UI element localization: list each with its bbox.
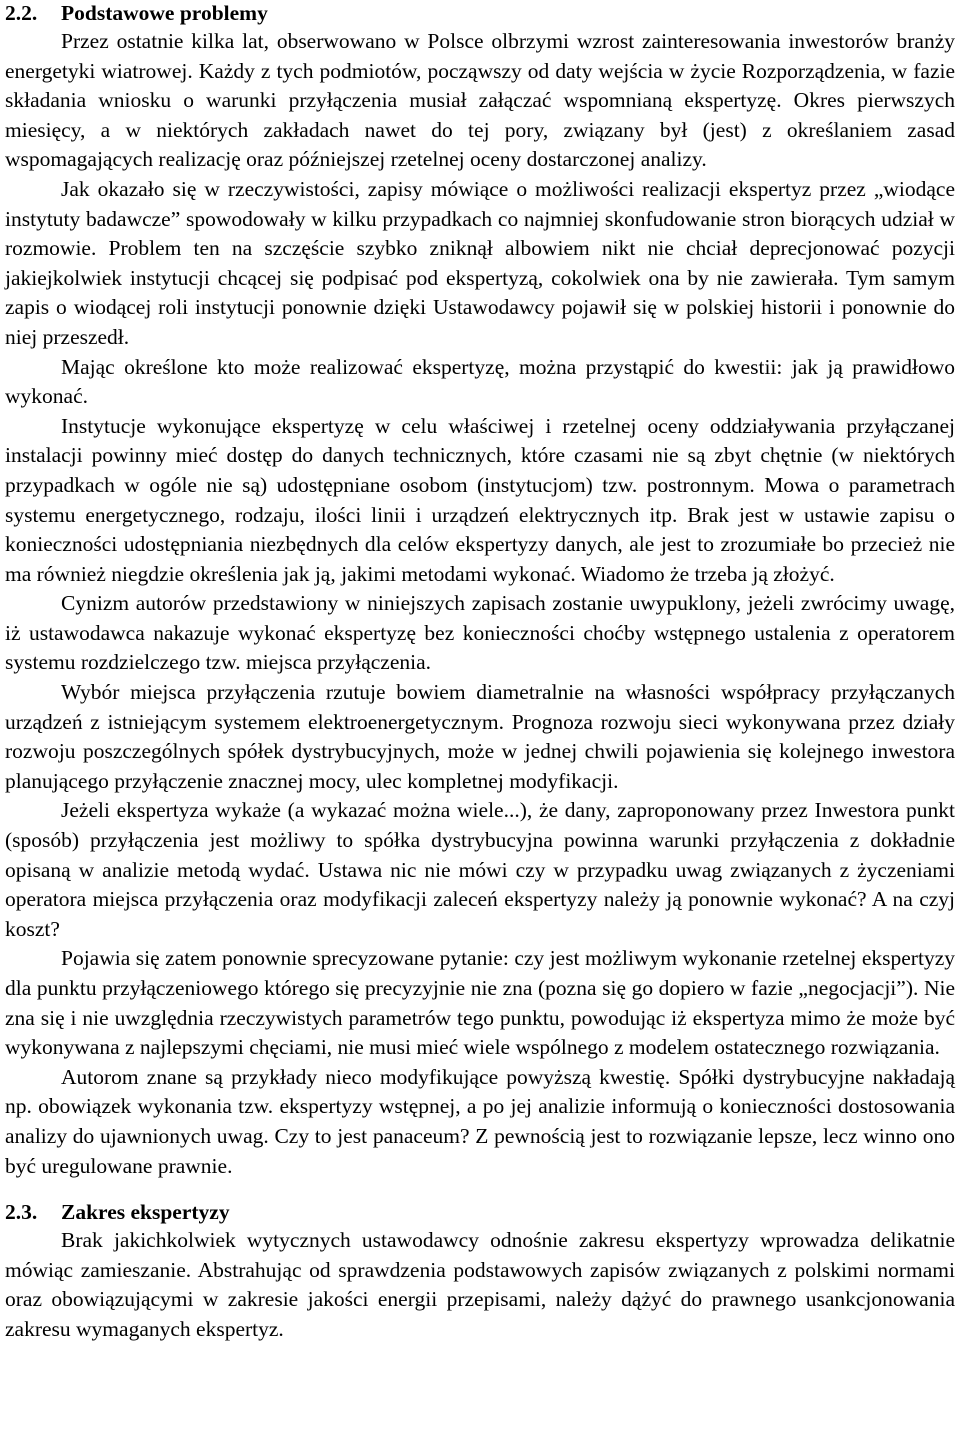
- document-page: [5, 0, 955, 1345]
- section-heading-2-3: [5, 1199, 955, 1226]
- paragraph: Mając określone kto może realizować ekspertyzę, można przystąpić do kwestii: jak ją prawidłowo wykonać.: [5, 354, 955, 409]
- paragraph: Cynizm autorów przedstawiony w niniejszych zapisach zostanie uwypuklony, jeżeli zwrócimy uwagę, iż ustawodawca nakazuje wykonać ekspertyzę bez konieczności choćby wstępnego ustalenia z operatorem systemu rozdzielczego tzw. miejsca przyłączenia.: [5, 591, 955, 675]
- section-number: 2.3.: [5, 1200, 38, 1225]
- paragraph: Pojawia się zatem ponownie sprecyzowane pytanie: czy jest możliwym wykonanie rzetelnej ekspertyzy dla punktu przyłączeniowego którego się precyzyjnie nie zna (pozna się go dopiero w fazie „negocjacji”). Nie zna się i nie uwzględnia rzeczywistych parametrów tego punktu, powodując iż ekspertyza mimo że może być wykonywana z najlepszymi chęciami, nie musi mieć wiele wspólnego z modelem ostatecznego rozwiązania.: [5, 946, 955, 1060]
- paragraph: Wybór miejsca przyłączenia rzutuje bowiem diametralnie na własności współpracy przyłączanych urządzeń z istniejącym systemem elektroenergetycznym. Prognoza rozwoju sieci wykonywana przez działy rozwoju poszczególnych spółek dystrybucyjnych, może w jednej chwili pojawienia się kolejnego inwestora planującego przyłączenie znacznej mocy, ulec kompletnej modyfikacji.: [5, 680, 955, 793]
- paragraph: Przez ostatnie kilka lat, obserwowano w Polsce olbrzymi wzrost zainteresowania inwestorów branży energetyki wiatrowej. Każdy z tych podmiotów, począwszy od daty wejścia w życie Rozporządzenia, w fazie składania wniosku o warunki przyłączenia musiał załączać wspomnianą ekspertyzę. Okres pierwszych miesięcy, a w niektórych zakładach nawet do tej pory, związany był (jest) z określaniem zasad wspomagających realizację oraz późniejszej rzetelnej oceny dostarczonej analizy.: [5, 29, 955, 172]
- section-number: 2.2.: [5, 1, 38, 25]
- paragraph: Brak jakichkolwiek wytycznych ustawodawcy odnośnie zakresu ekspertyzy wprowadza delikatnie mówiąc zamieszanie. Abstrahując od sprawdzenia podstawowych zapisów związanych z polskimi normami oraz obowiązującymi w zakresie jakości energii przepisami, należy dążyć do prawnego usankcjonowania zakresu wymaganych ekspertyz.: [5, 1228, 955, 1341]
- paragraph: Instytucje wykonujące ekspertyzę w celu właściwej i rzetelnej oceny oddziaływania przyłączanej instalacji powinny mieć dostęp do danych technicznych, które czasami nie są zbyt chętnie (w niektórych przypadkach w ogóle nie są) udostępniane osobom (instytucjom) tzw. postronnym. Mowa o parametrach systemu energetycznego, rodzaju, ilości linii i urządzeń elektrycznych itp. Brak jest w ustawie zapisu o konieczności udostępniania niezbędnych dla celów ekspertyzy danych, ale jest to zrozumiałe bo przecież nie ma również niegdzie określenia jak ją, jakimi metodami wykonać. Wiadomo że trzeba ją złożyć.: [5, 413, 955, 586]
- paragraph: Jak okazało się w rzeczywistości, zapisy mówiące o możliwości realizacji ekspertyz przez „wiodące instytuty badawcze” spowodowały w kilku przypadkach co najmniej skonfudowanie stron biorących udział w rozmowie. Problem ten na szczęście szybko zniknął albowiem nikt nie chciał deprecjonować pozycji jakiejkolwiek instytucji chcącej się podpisać pod ekspertyzą, cokolwiek ona by nie zawierała. Tym samym zapis o wiodącej roli instytucji ponownie dzięki Ustawodawcy pojawił się w polskiej historii i ponownie do niej przeszedł.: [5, 176, 955, 349]
- section-title: Zakres ekspertyzy: [61, 1200, 230, 1225]
- section-spacer: [5, 1181, 955, 1199]
- section-title: Podstawowe problemy: [61, 1, 268, 25]
- paragraph: Jeżeli ekspertyza wykaże (a wykazać można wiele...), że dany, zaproponowany przez Inwestora punkt (sposób) przyłączenia jest możliwy to spółka dystrybucyjna powinna warunki przyłączenia z dokładnie opisaną w analizie metodą wydać. Ustawa nic nie mówi czy w przypadku uwag związanych z życzeniami operatora miejsca przyłączenia oraz modyfikacji zaleceń ekspertyzy należy ją ponownie wykonać? A na czyj koszt?: [5, 798, 955, 941]
- paragraph: Autorom znane są przykłady nieco modyfikujące powyższą kwestię. Spółki dystrybucyjne nakładają np. obowiązek wykonania tzw. ekspertyzy wstępnej, a po jej analizie informują o konieczności dostosowania analizy do ujawnionych uwag. Czy to jest panaceum? Z pewnością jest to rozwiązanie lepsze, lecz winno ono być uregulowane prawnie.: [5, 1064, 955, 1178]
- section-heading-2-2: [5, 0, 955, 27]
